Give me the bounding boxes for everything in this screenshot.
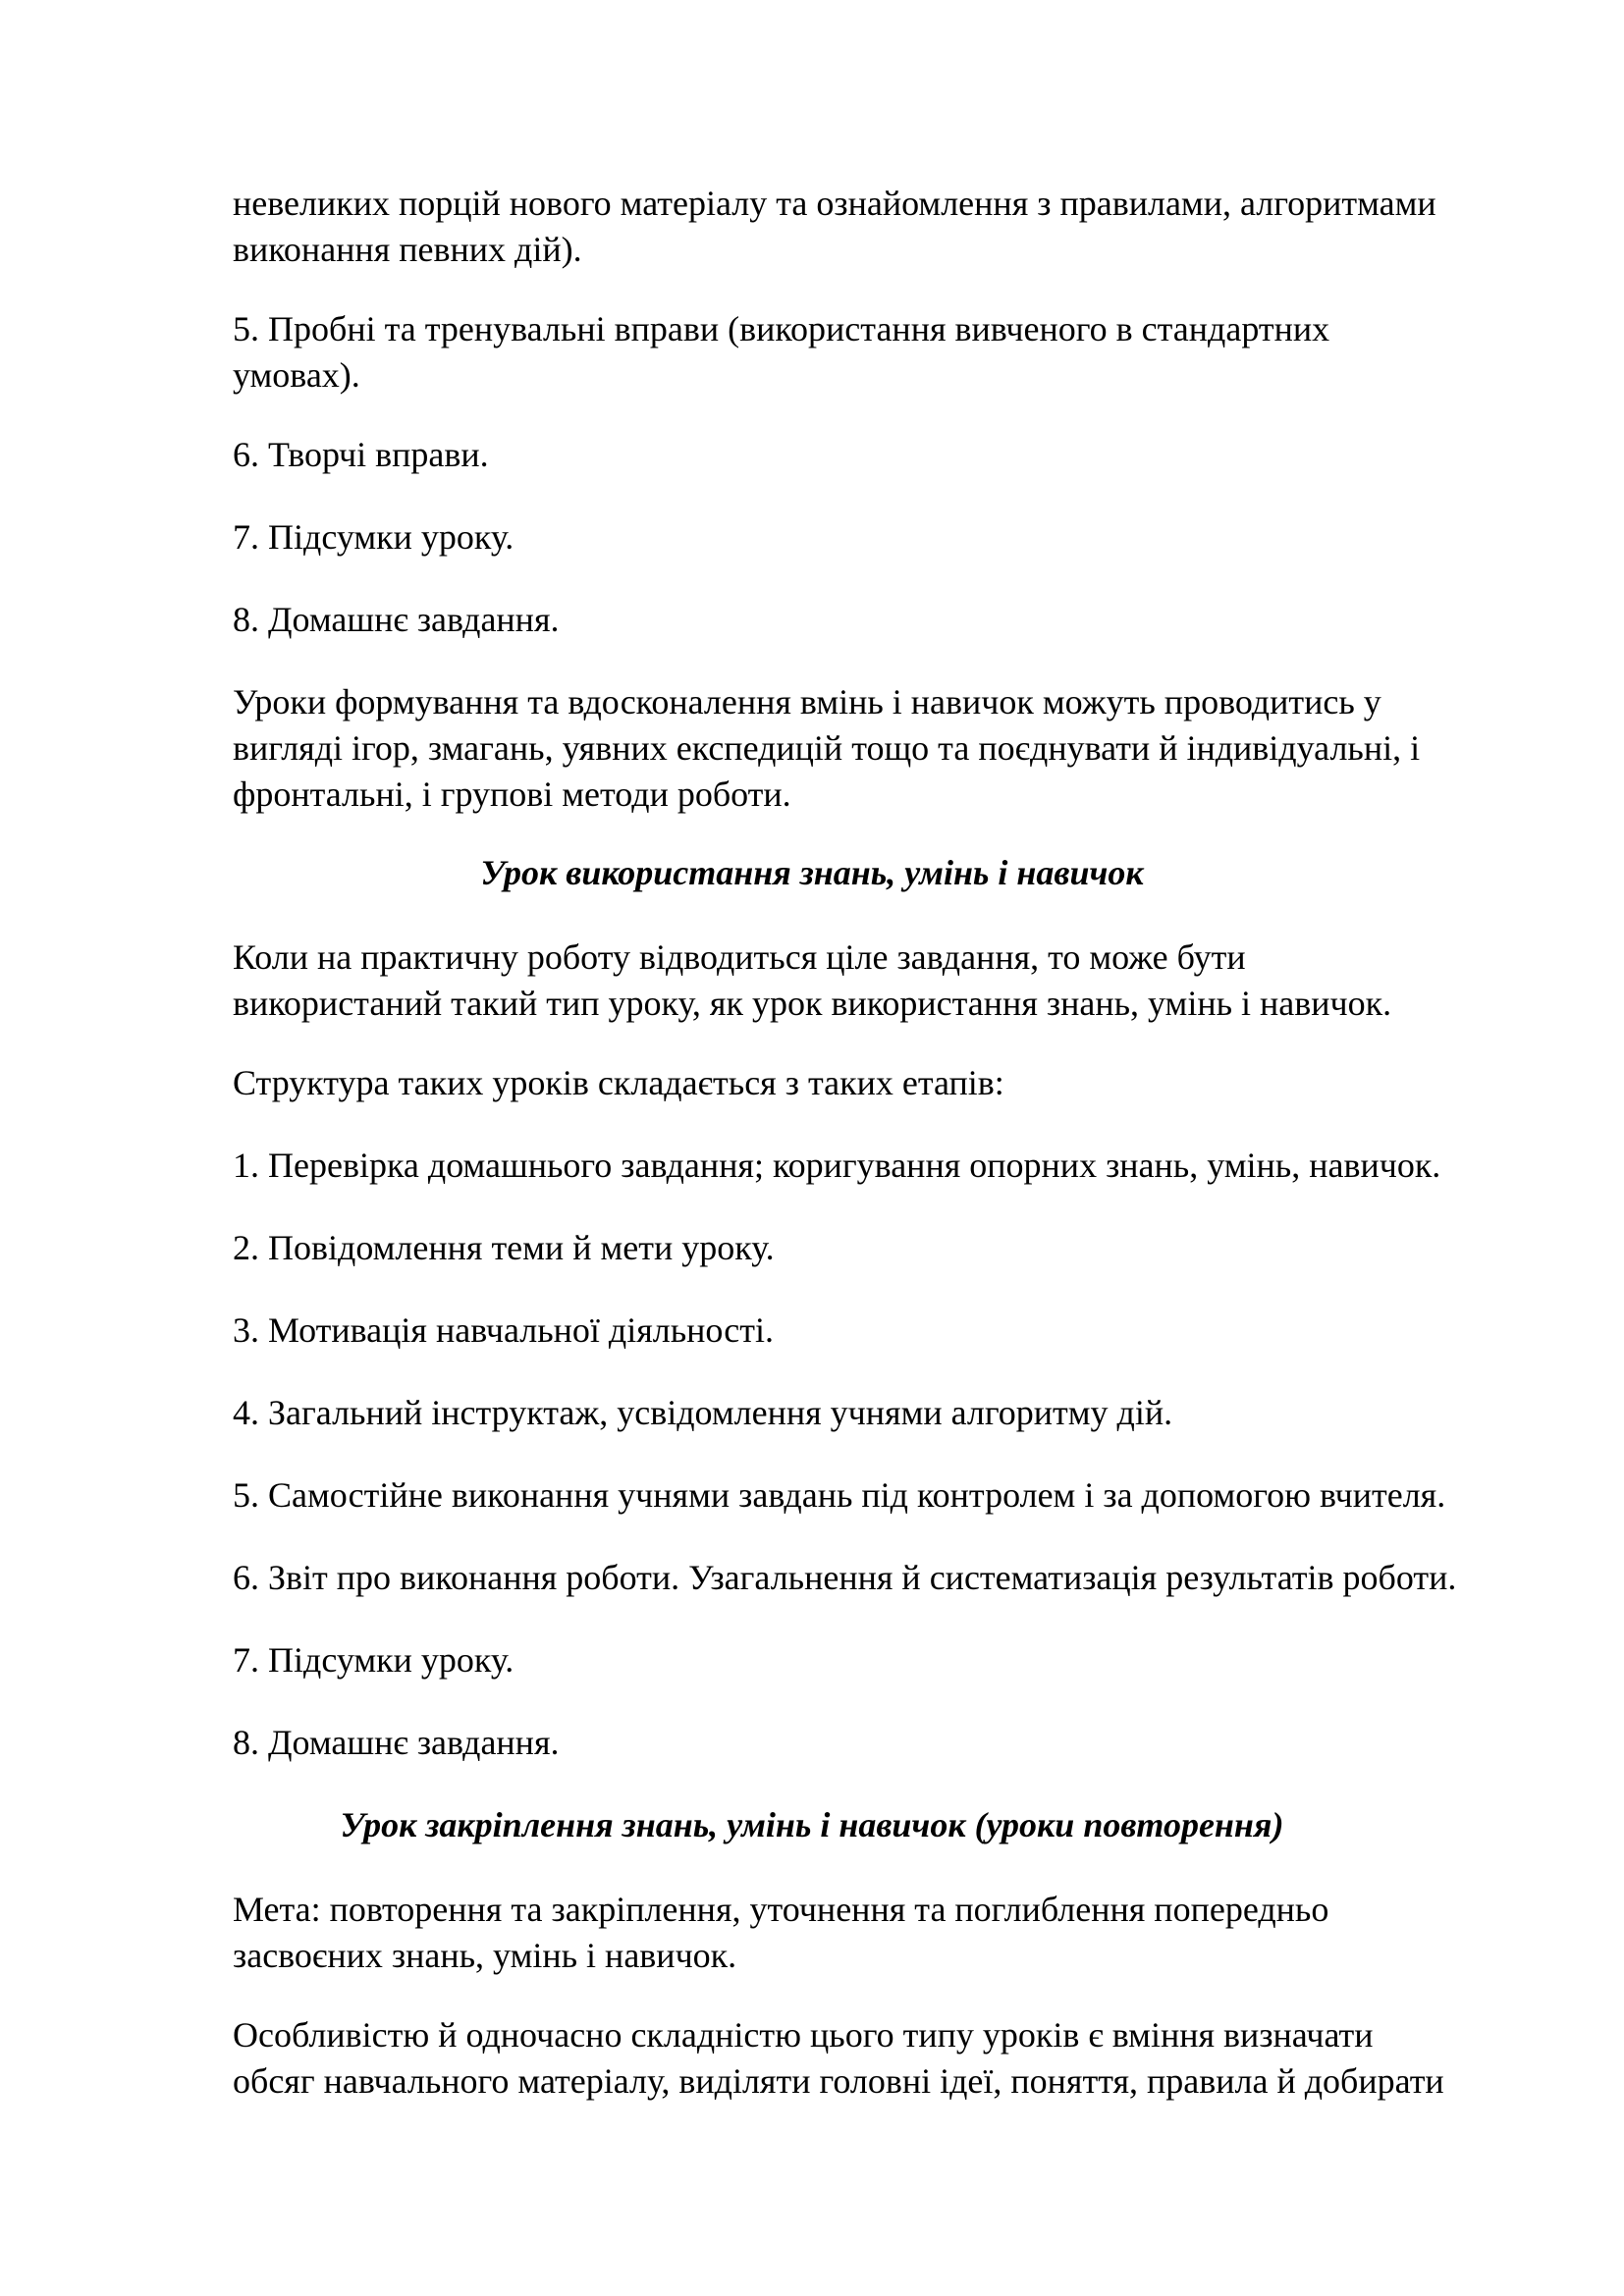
paragraph-intro-continuation [233,181,1588,273]
list-item-creative-exercises [233,432,1588,478]
text-line: використаний такий тип уроку, як урок використання знань, умінь і навичок. [233,984,1392,1023]
list-item-trial-exercises [233,306,1588,399]
text-line: 7. Підсумки уроку. [233,517,514,557]
list-item-homework-2 [233,1720,1588,1766]
list-item-homework [233,597,1588,643]
text-line: 8. Домашнє завдання. [233,1723,560,1762]
text-line: 5. Пробні та тренувальні вправи (використання вивченого в стандартних [233,309,1330,348]
paragraph-feature [233,2012,1588,2105]
paragraph-structure-intro [233,1060,1588,1106]
list-item-lesson-summary-2 [233,1637,1588,1683]
text-line: Уроки формування та вдосконалення вмінь і навичок можуть проводитись у [233,682,1381,721]
list-item-lesson-summary [233,514,1588,561]
section-heading-usage-lesson: Урок використання знань, умінь і навичок [480,853,1144,892]
list-item-report [233,1555,1588,1601]
list-item-instruction [233,1390,1588,1436]
paragraph-goal [233,1887,1588,1979]
list-item-independent-work [233,1472,1588,1519]
text-line: Особливістю й одночасно складністю цього типу уроків є вміння визначати [233,2015,1374,2055]
text-line: 7. Підсумки уроку. [233,1640,514,1680]
text-line: виконання певних дій). [233,230,582,269]
text-line: Коли на практичну роботу відводиться ціле завдання, то може бути [233,937,1246,977]
text-line: засвоєних знань, умінь і навичок. [233,1936,737,1975]
paragraph-skills-lessons [233,679,1588,818]
list-item-topic-announcement [233,1225,1588,1271]
list-item-motivation [233,1308,1588,1354]
text-line: невеликих порцій нового матеріалу та ознайомлення з правилами, алгоритмами [233,184,1436,223]
paragraph-practical-work [233,934,1588,1027]
text-line: вигляді ігор, змагань, уявних експедицій тощо та поєднувати й індивідуальні, і [233,728,1421,768]
list-item-homework-check [233,1143,1588,1189]
text-line: 1. Перевірка домашнього завдання; коригування опорних знань, умінь, навичок. [233,1146,1441,1185]
text-line: 2. Повідомлення теми й мети уроку. [233,1228,775,1267]
text-line: 4. Загальний інструктаж, усвідомлення учнями алгоритму дій. [233,1393,1173,1432]
section-heading-consolidation-lesson: Урок закріплення знань, умінь і навичок (уроки повторення) [340,1805,1284,1844]
text-line: 8. Домашнє завдання. [233,600,560,639]
text-line: 3. Мотивація навчальної діяльності. [233,1310,775,1350]
text-line: 5. Самостійне виконання учнями завдань під контролем і за допомогою вчителя. [233,1475,1446,1515]
text-line: Мета: повторення та закріплення, уточнення та поглиблення попередньо [233,1890,1329,1929]
text-line: обсяг навчального матеріалу, виділяти головні ідеї, поняття, правила й добирати [233,2061,1444,2101]
text-line: 6. Звіт про виконання роботи. Узагальнення й систематизація результатів роботи. [233,1558,1457,1597]
text-line: умовах). [233,355,360,395]
text-line: Структура таких уроків складається з таких етапів: [233,1063,1004,1102]
text-line: 6. Творчі вправи. [233,435,489,474]
text-line: фронтальні, і групові методи роботи. [233,774,791,814]
